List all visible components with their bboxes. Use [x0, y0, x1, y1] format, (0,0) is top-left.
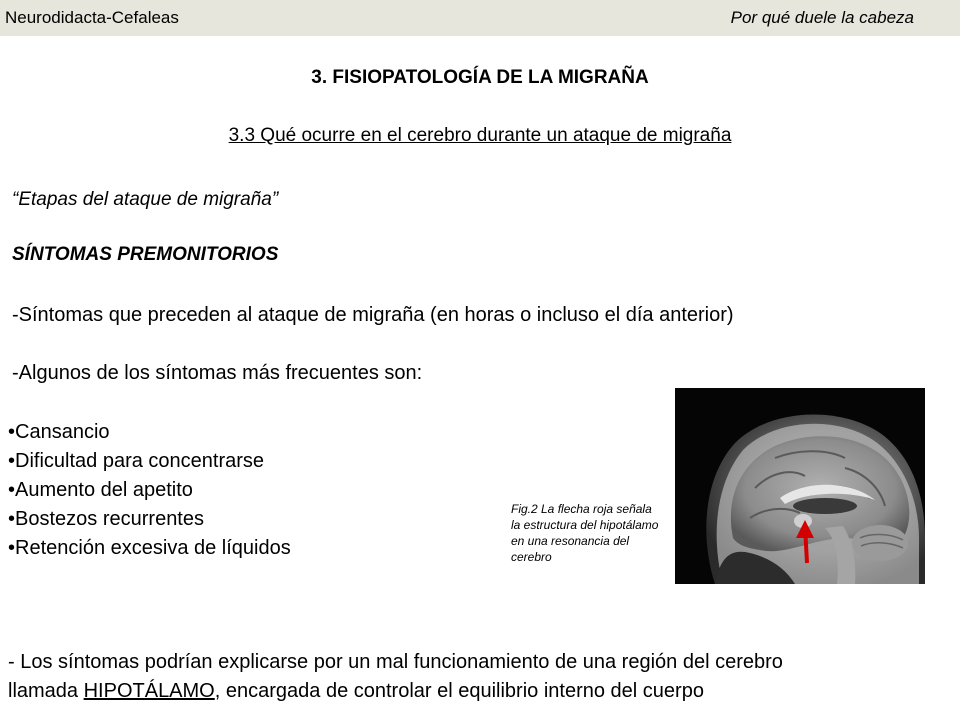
header-bar: [0, 0, 960, 36]
figure-caption: Fig.2 La flecha roja señala la estructura del hipotálamo en una resonancia del cerebro: [511, 502, 659, 564]
brain-mri-image: [675, 388, 925, 584]
frequent-symptoms-intro: -Algunos de los síntomas más frecuentes son:: [12, 362, 423, 384]
conclusion-line-2: [8, 680, 704, 703]
premonitory-definition: -Síntomas que preceden al ataque de migraña (en horas o incluso el día anterior): [12, 304, 734, 326]
conclusion-prefix: llamada: [8, 680, 84, 702]
bullet: •: [8, 537, 16, 559]
slide-subtitle: 3.3 Qué ocurre en el cerebro durante un ataque de migraña: [228, 125, 732, 146]
hypothalamus-term: HIPOTÁLAMO: [83, 680, 215, 702]
bullet: •: [8, 479, 16, 501]
list-item: [8, 534, 291, 563]
section-heading: SÍNTOMAS PREMONITORIOS: [12, 244, 279, 265]
slide-title: 3. FISIOPATOLOGÍA DE LA MIGRAÑA: [311, 67, 649, 88]
ventricle: [793, 498, 857, 514]
list-item: [8, 505, 291, 534]
stages-heading: “Etapas del ataque de migraña”: [12, 189, 279, 210]
list-item: [8, 418, 291, 447]
conclusion-line-1: - Los síntomas podrían explicarse por un mal funcionamiento de una región del cerebro: [8, 651, 783, 673]
conclusion-suffix: , encargada de controlar el equilibrio interno del cuerpo: [214, 680, 704, 702]
header-topic: Por qué duele la cabeza: [730, 8, 914, 27]
bullet: •: [8, 421, 16, 443]
header-course-name: Neurodidacta-Cefaleas: [5, 8, 179, 27]
list-item: [8, 476, 291, 505]
symptom-text: Dificultad para concentrarse: [15, 450, 265, 472]
symptom-text: Retención excesiva de líquidos: [15, 537, 291, 559]
bullet: •: [8, 450, 16, 472]
symptom-list: [8, 418, 291, 563]
symptom-text: Bostezos recurrentes: [15, 508, 204, 530]
bullet: •: [8, 508, 16, 530]
symptom-text: Aumento del apetito: [15, 479, 193, 501]
symptom-text: Cansancio: [15, 421, 110, 443]
mri-illustration: [675, 388, 925, 584]
list-item: [8, 447, 291, 476]
